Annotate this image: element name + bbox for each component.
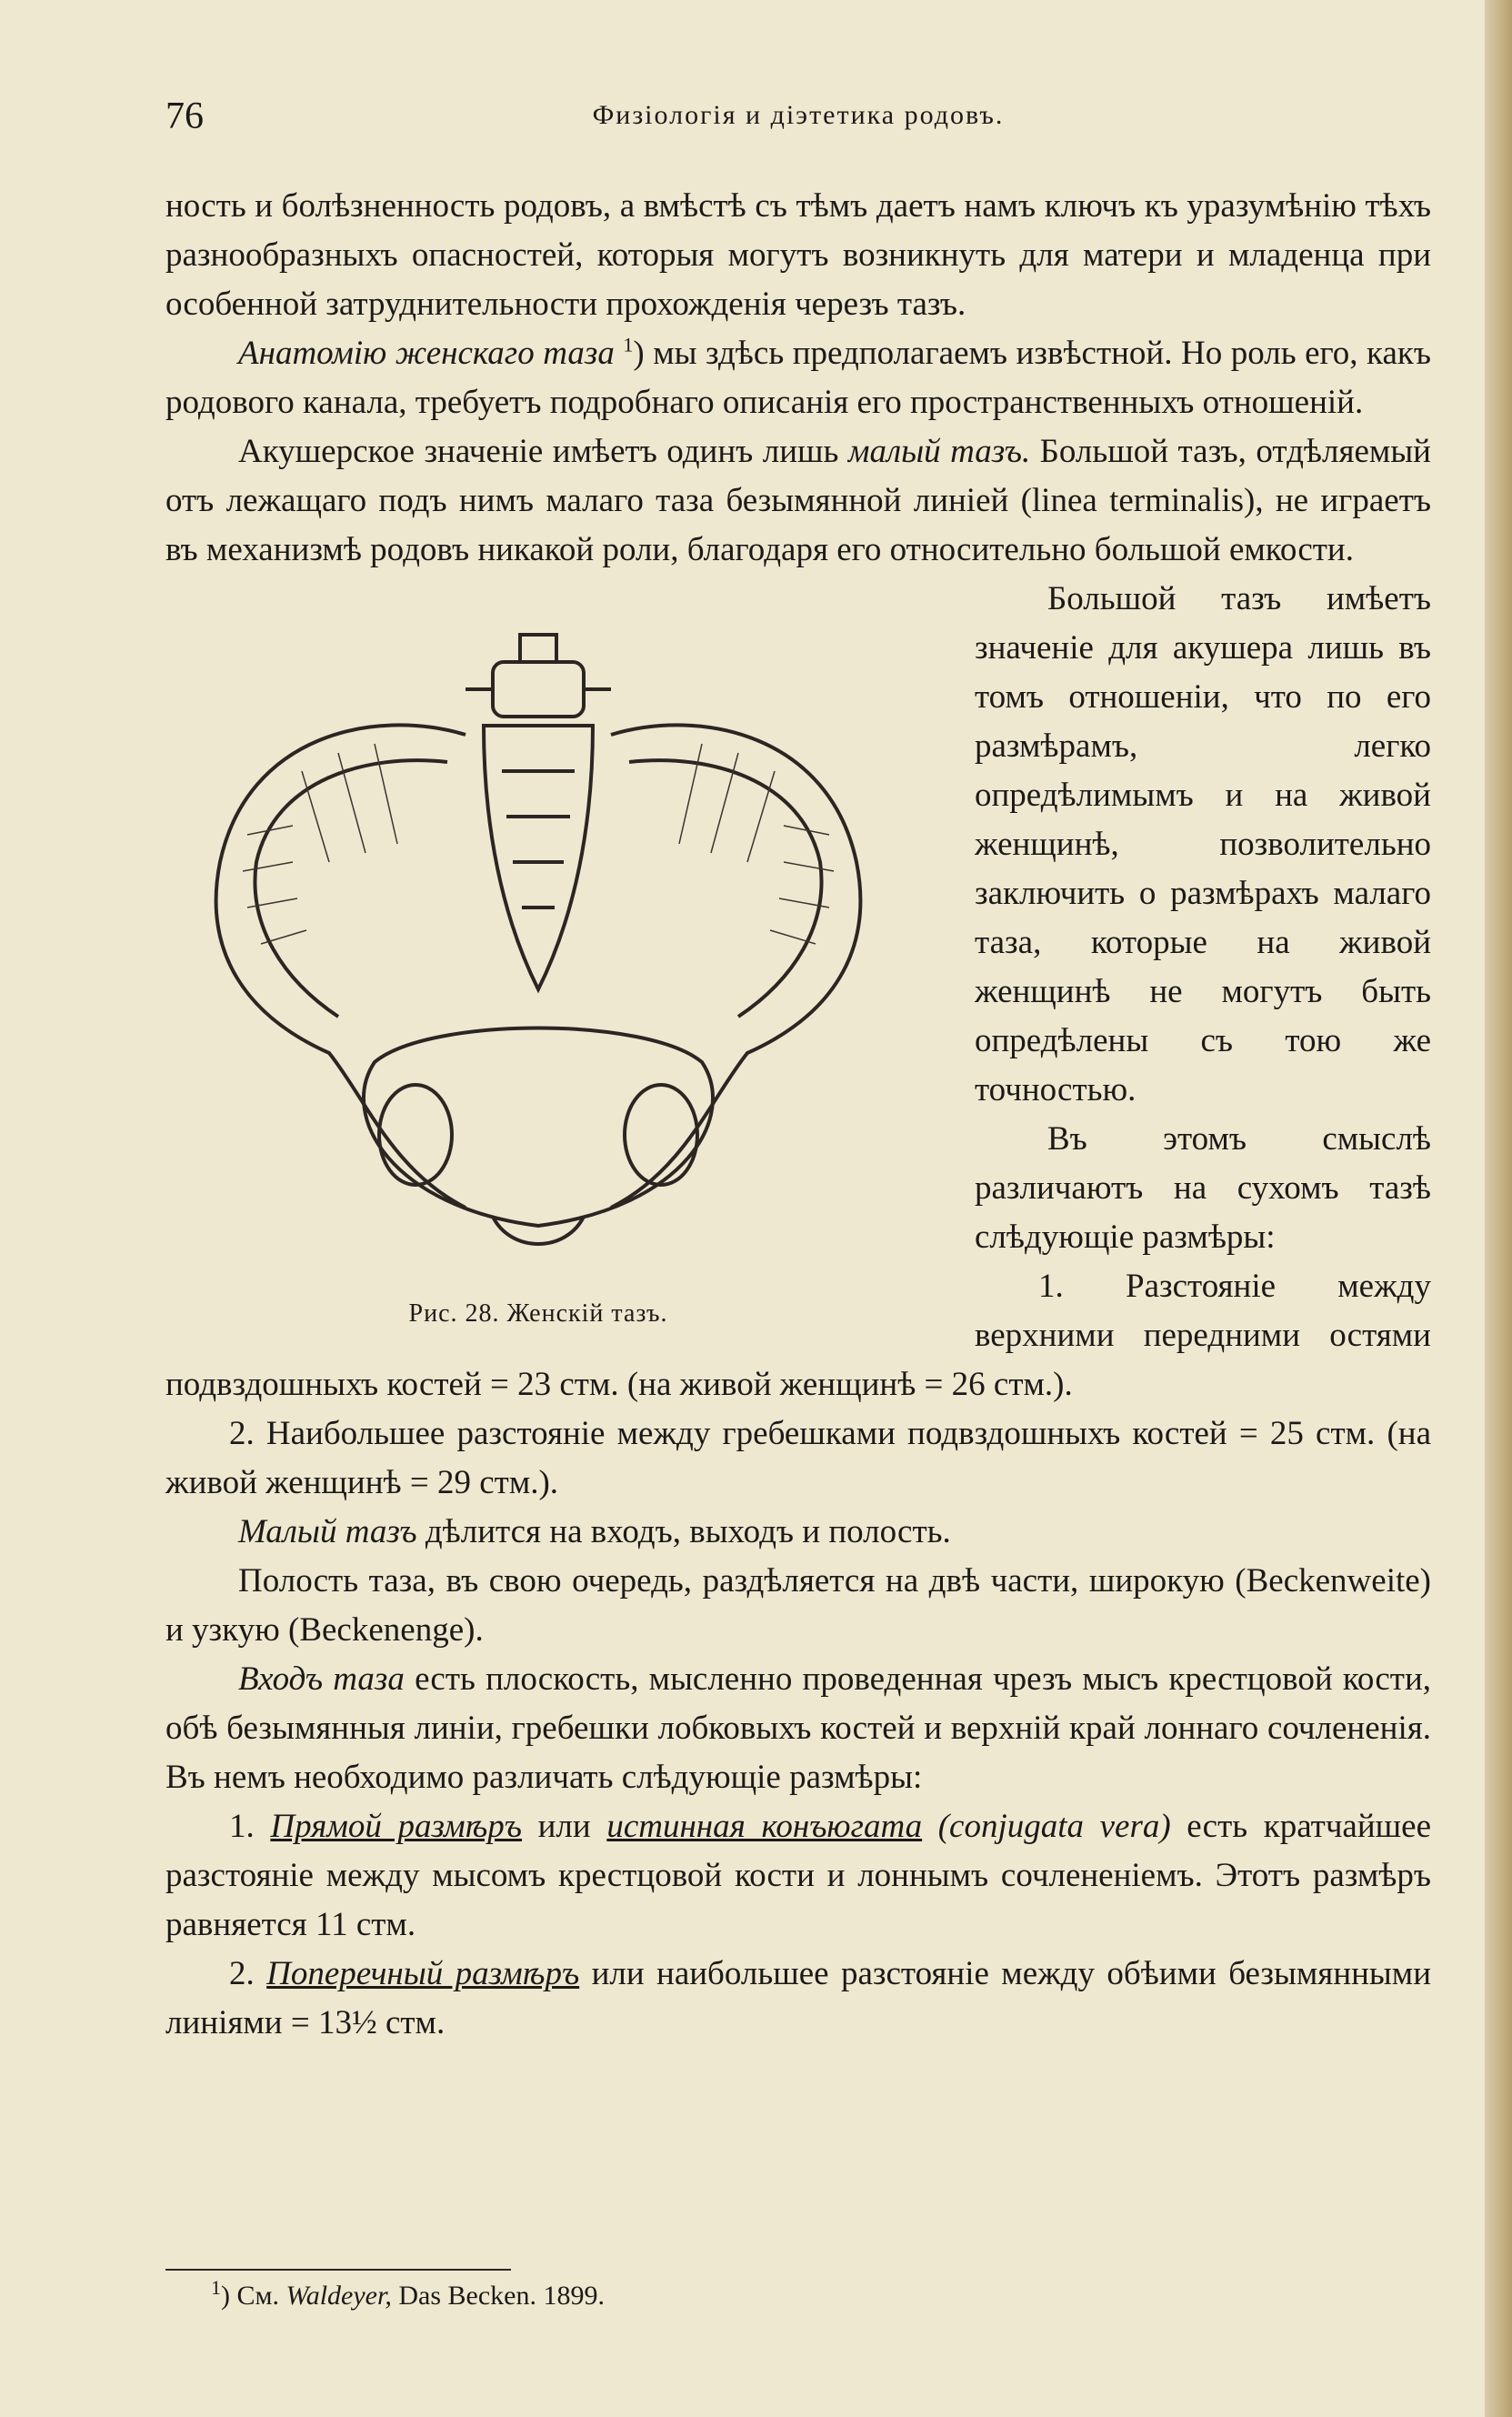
list-item-1: 1. Разстояніе между верхними передними остями подвздошныхъ костей = 23 стм. (на живой женщинѣ = 26 стм.). xyxy=(165,1268,1431,1403)
term-conjugate: истинная конъюгата xyxy=(606,1808,923,1845)
paragraph-9: Полость таза, въ свою очередь, раздѣляется на двѣ части, широкую (Beckenweite) и узкую (Beckenenge). xyxy=(165,1562,1431,1649)
body-text xyxy=(165,182,1431,2048)
page-header xyxy=(165,95,1431,140)
paragraph-1: ность и болѣзненность родовъ, а вмѣстѣ съ тѣмъ даетъ намъ ключъ къ уразумѣнію тѣхъ разнообразныхъ опасностей, которыя могутъ возникнуть для матери и младенца при особенной затруднительности прохожденія черезъ тазъ. xyxy=(165,187,1431,323)
running-title: Физіологія и діэтетика родовъ. xyxy=(592,100,1005,130)
paragraph-2: Анатомію женскаго таза $^1$) мы здѣсь предполагаемъ извѣстной. Но роль его, какъ родового канала, требуетъ подробнаго описанія его пространственныхъ отношеній. xyxy=(165,333,1432,421)
page-edge xyxy=(1485,0,1512,2417)
term-small-pelvis-2: Малый тазъ xyxy=(238,1513,417,1550)
term-conjugata-vera: (conjugata vera) xyxy=(922,1808,1171,1845)
paragraph-4: Большой тазъ имѣетъ значеніе для акушера лишь въ томъ отношеніи, что по его размѣрамъ, легко опредѣлимымъ и на живой женщинѣ, позволительно заключить о размѣрахъ малаго таза, которые на живой женщинѣ не могутъ быть опредѣлены съ тою же точностью. xyxy=(975,580,1431,1108)
paragraph-8: Малый тазъ дѣлится на входъ, выходъ и полость. xyxy=(238,1513,951,1550)
term-direct-diameter: Прямой размѣръ xyxy=(270,1808,523,1845)
footnote-rule xyxy=(165,2269,511,2271)
paragraph-5: Въ этомъ смыслѣ различаютъ на сухомъ тазѣ слѣдующіе размѣры: xyxy=(975,1120,1431,1256)
inlet-item-2: 2. Поперечный размѣръ или наибольшее разстояніе между обѣими безымянными линіями = 13½ стм. xyxy=(165,1955,1432,2041)
term-pelvic-inlet: Входъ таза xyxy=(238,1660,405,1698)
inlet-item-1: 1. Прямой размѣръ или истинная конъюгата (conjugata vera) есть кратчайшее разстояніе между мысомъ крестцовой кости и лоннымъ сочлененіемъ. Этотъ размѣръ равняется 11 стм. xyxy=(165,1808,1431,1943)
figure-caption: Рис. 28. Женскій тазъ. xyxy=(408,1299,668,1328)
figure-28 xyxy=(165,580,975,1326)
paragraph-10: Входъ таза есть плоскость, мысленно проведенная чрезъ мысъ крестцовой кости, обѣ безымянныя линіи, гребешки лобковыхъ костей и верхній край лоннаго сочлененія. Въ немъ необходимо различать слѣдующіе размѣры: xyxy=(165,1660,1432,1796)
pelvis-illustration xyxy=(193,626,884,1262)
term-small-pelvis: малый тазъ. xyxy=(847,433,1031,470)
paragraph-3: Акушерское значеніе имѣетъ одинъ лишь малый тазъ. Большой тазъ, отдѣляемый отъ лежащаго подъ нимъ малаго таза безымянной линіей (linea terminalis), не играетъ въ механизмѣ родовъ никакой роли, благодаря его относительно большой емкости. xyxy=(165,433,1431,568)
footnote-marker: 1 xyxy=(211,2276,221,2299)
term-anatomy: Анатомію женскаго таза xyxy=(238,335,615,372)
footnote: $^1$) См. Waldeyer, Das Becken. 1899. xyxy=(211,2276,605,2311)
footnote-author: Waldeyer, xyxy=(285,2281,392,2311)
page-number: 76 xyxy=(165,95,204,137)
term-transverse-diameter: Поперечный размѣръ xyxy=(266,1955,580,1992)
list-item-2: 2. Наибольшее разстояніе между гребешками подвздошныхъ костей = 25 стм. (на живой женщинѣ = 29 стм.). xyxy=(165,1415,1431,1501)
footnote-ref: 1 xyxy=(623,333,634,356)
